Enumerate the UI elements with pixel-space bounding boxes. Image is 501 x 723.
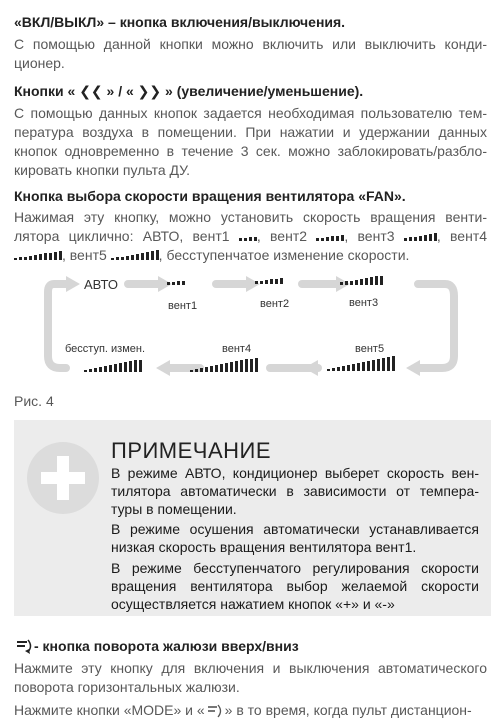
fan-line-1: Нажимая эту кнопку, можно установить скорость вращения венти- xyxy=(14,209,487,225)
temp-heading: Кнопки « ❮❮ » / « ❯❯ » (увеличение/уменьшение). xyxy=(14,83,364,99)
cycle-stepless-bars-icon xyxy=(84,360,142,372)
fan-text xyxy=(14,208,487,265)
cycle-stepless-label: бесступ. измен. xyxy=(65,343,146,355)
power-line-1: С помощью данной кнопки можно включить или выключить конди- xyxy=(14,36,487,52)
louver-line-2: поворота горизонтальных жалюзи. xyxy=(14,679,240,695)
louver-last-b: » в то время, когда пульт дистанцион- xyxy=(224,702,472,718)
louver-inline-icon xyxy=(206,703,224,719)
plus-circle-icon xyxy=(27,442,99,514)
arrow-right-0 xyxy=(66,276,80,292)
louver-heading-text: - кнопка поворота жалюзи вверх/вниз xyxy=(34,638,299,654)
cycle-v2-bars-icon xyxy=(255,278,283,284)
fan-heading: Кнопка выбора скорости вращения вентилятора «FAN». xyxy=(14,188,406,204)
fan-line-3 xyxy=(14,246,487,265)
note-title: ПРИМЕЧАНИЕ xyxy=(111,438,272,463)
cycle-v4-label: вент4 xyxy=(222,343,252,355)
fan-speed-3-icon xyxy=(404,233,437,241)
note-paragraph-2 xyxy=(111,520,479,556)
figure-caption: Рис. 4 xyxy=(14,393,54,409)
power-line-2: ционер. xyxy=(14,55,65,71)
fan-l3b: , бесступенчатое изменение скорости. xyxy=(158,247,410,263)
fan-speed-2-icon xyxy=(316,235,344,241)
louver-text xyxy=(14,659,487,697)
note-p1-line-2: тилятора автоматически в зависимости от темпера- xyxy=(111,483,479,499)
fan-l2a: лятора циклично: АВТО, вент1 xyxy=(14,228,230,244)
note-p2-line-2: низкая скорость вращения вентилятора вент1. xyxy=(111,539,417,555)
cycle-v3-label: вент3 xyxy=(349,297,379,309)
note-p1-line-3: туры в помещении. xyxy=(111,501,237,517)
note-p3-line-2: вращения вентилятора выбор желаемой скорости xyxy=(111,578,479,594)
cycle-v3-bars-icon xyxy=(340,276,383,285)
arrow-left-2 xyxy=(304,360,318,376)
fan-speed-5-icon xyxy=(111,250,159,260)
note-box xyxy=(14,420,491,616)
cycle-v5-label: вент5 xyxy=(355,343,385,355)
cycle-v2-label: вент2 xyxy=(260,298,290,310)
fan-line-2 xyxy=(14,227,487,246)
temp-line-4: кировать кнопки пульта ДУ. xyxy=(14,162,191,178)
power-heading: «ВКЛ/ВЫКЛ» – кнопка включения/выключения. xyxy=(14,14,346,30)
note-p2-line-1: В режиме осушения автоматически устанавливается xyxy=(111,521,479,537)
louver-swing-icon xyxy=(14,637,34,655)
fan-speed-1-icon xyxy=(239,237,257,241)
cycle-v5-bars-icon xyxy=(327,356,395,371)
fan-l2b: , вент2 xyxy=(256,228,308,244)
power-text xyxy=(14,35,487,73)
louver-last-a: Нажмите кнопки «MODE» и « xyxy=(14,702,205,718)
temp-line-3: кнопок одновременно в течение 3 сек. можно заблокировать/разбло- xyxy=(14,143,487,159)
louver-heading xyxy=(14,637,299,655)
note-paragraph-3 xyxy=(111,559,479,613)
cycle-v1-bars-icon xyxy=(167,281,185,285)
louver-line-1: Нажмите эту кнопку для включения и выключения автоматического xyxy=(14,660,487,676)
temp-text xyxy=(14,104,487,180)
temp-line-1: С помощью данных кнопок задается необходимая пользователю тем- xyxy=(14,105,487,121)
arrow-left-3 xyxy=(156,360,170,376)
note-p1-line-1: В режиме АВТО, кондиционер выберет скорость вен- xyxy=(111,465,479,481)
fan-l3a: , вент5 xyxy=(62,247,107,263)
note-p3-line-3: осуществляется нажатием кнопок «+» и «-» xyxy=(111,596,395,612)
arrow-left-1 xyxy=(406,360,420,376)
fan-speed-4-icon xyxy=(14,251,62,260)
cycle-v1-label: вент1 xyxy=(168,300,198,312)
note-paragraph-1 xyxy=(111,464,479,518)
cycle-auto: АВТО xyxy=(84,277,118,292)
temp-line-2: пература воздуха в помещении. При нажатии и удержании данных xyxy=(14,124,487,140)
fan-l2d: , вент4 xyxy=(436,228,488,244)
fan-l2c: , вент3 xyxy=(344,228,395,244)
note-p3-line-1: В режиме бесступенчатого регулирования скорости xyxy=(111,560,479,576)
louver-last-line xyxy=(14,701,487,720)
cycle-v4-bars-icon xyxy=(190,358,258,372)
